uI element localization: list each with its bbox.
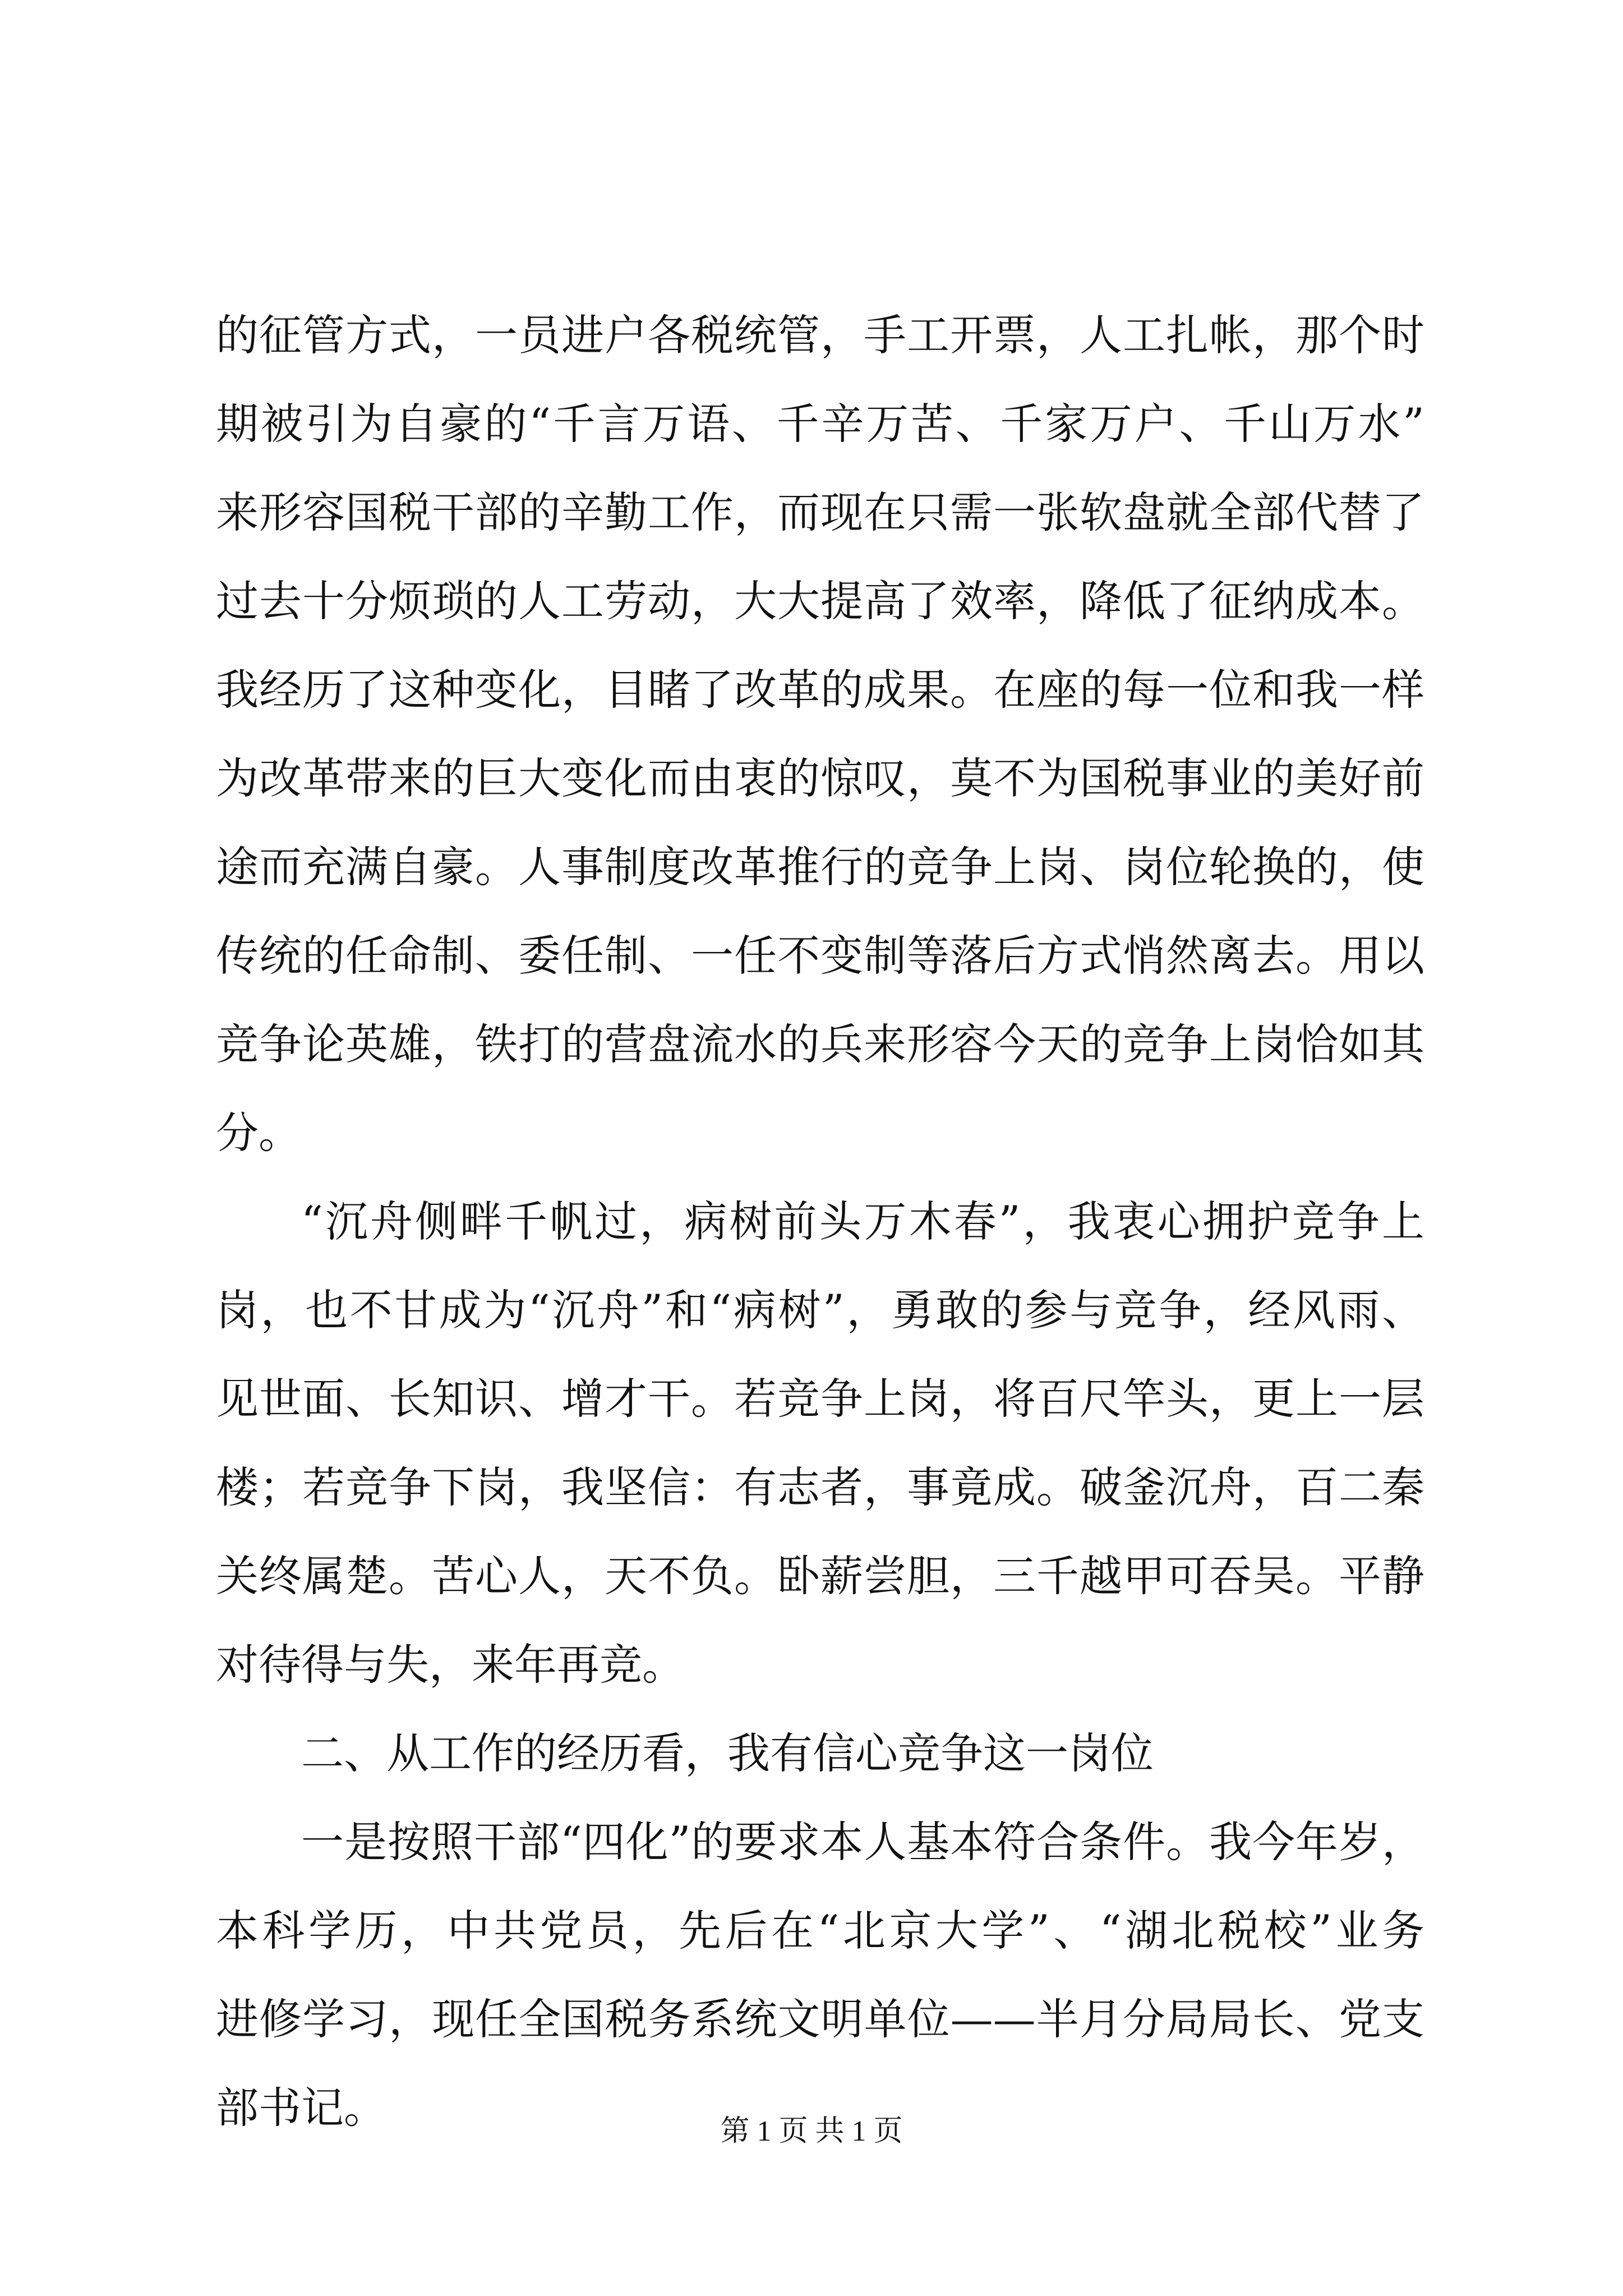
text-line-11: “沉舟侧畔千帆过，病树前头万木春”，我衷心拥护竞争上 [301, 1197, 1424, 1246]
body-text [216, 291, 1424, 2152]
text-line-6: 为改革带来的巨大变化而由衷的惊叹，莫不为国税事业的美好前 [216, 753, 1424, 803]
text-line-4: 过去十分烦琐的人工劳动，大大提高了效率，降低了征纳成本。 [216, 576, 1424, 626]
text-line-8: 传统的任命制、委任制、一任不变制等落后方式悄然离去。用以 [216, 931, 1424, 981]
section-heading: 二、从工作的经历看，我有信心竞争这一岗位 [301, 1728, 1154, 1778]
text-line-9: 竞争论英雄，铁打的营盘流水的兵来形容今天的竞争上岗恰如其 [216, 1019, 1424, 1069]
text-line-5: 我经历了这种变化，目睹了改革的成果。在座的每一位和我一样 [216, 665, 1424, 715]
text-line-7: 途而充满自豪。人事制度改革推行的竞争上岗、岗位轮换的，使 [216, 842, 1424, 892]
text-line-2: 期被引为自豪的“千言万语、千辛万苦、千家万户、千山万水” [216, 399, 1424, 449]
text-line-1: 的征管方式，一员进户各税统管，手工开票，人工扎帐，那个时 [216, 310, 1424, 360]
text-line-10: 分。 [216, 1108, 301, 1158]
text-line-13: 见世面、长知识、增才干。若竞争上岗，将百尺竿头，更上一层 [216, 1374, 1424, 1424]
text-line-18: 一是按照干部“四化”的要求本人基本符合条件。我今年岁， [301, 1817, 1424, 1867]
text-line-3: 来形容国税干部的辛勤工作，而现在只需一张软盘就全部代替了 [216, 487, 1424, 537]
text-line-16: 对待得与失，来年再竞。 [216, 1640, 685, 1690]
text-line-21: 部书记。 [216, 2083, 386, 2133]
text-line-19: 本科学历，中共党员，先后在“北京大学”、“湖北税校”业务 [216, 1906, 1424, 1955]
text-line-20: 进修学习，现任全国税务系统文明单位——半月分局局长、党支 [216, 1994, 1424, 2044]
text-line-12: 岗，也不甘成为“沉舟”和“病树”，勇敢的参与竞争，经风雨、 [216, 1285, 1424, 1335]
text-line-15: 关终属楚。苦心人，天不负。卧薪尝胆，三千越甲可吞吴。平静 [216, 1551, 1424, 1601]
page-footer: 第 1 页 共 1 页 [720, 2115, 903, 2147]
text-line-14: 楼；若竞争下岗，我坚信：有志者，事竟成。破釜沉舟，百二秦 [216, 1462, 1424, 1512]
